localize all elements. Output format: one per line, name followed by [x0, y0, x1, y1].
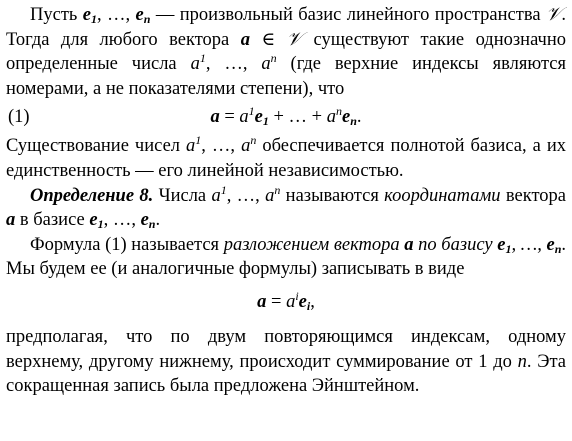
text: (где верхние индексы являются номерами, а не показателями степени), что [6, 54, 566, 99]
text: , …, [96, 5, 136, 25]
coordinate: $a^1$ [211, 182, 227, 206]
text: Существование чисел [6, 136, 187, 157]
coordinate: $a^1$ [190, 51, 206, 75]
space-symbol: 𝒱 [545, 5, 562, 25]
basis-vector: $e_1$ [82, 5, 97, 26]
text: в базисе [15, 210, 90, 231]
defined-term: разложением вектора a по базису $e_1$, …, $e_n$ [223, 234, 562, 256]
coordinate: $a^n$ [265, 182, 281, 206]
text: . Эта сокращенная запись была предложена Эйнштейном. [6, 351, 566, 397]
basis-vector: $e_n$ [140, 210, 156, 232]
paragraph-existence: Существование чисел $a^1$, …, $a^n$ обеспечивается полнотой базиса, а их единственность — его линейной независимостью. [6, 133, 566, 181]
text: обеспечивается полнотой базиса, а их единственность — его линейной независимостью. [6, 136, 566, 181]
equation-number: (1) [8, 107, 30, 128]
basis-vector: $e_1$ [89, 210, 104, 232]
text: предполагая, что по двум повторяющимся индексам, одному верхнему, другому нижнему, происходит суммирование от 1 до [6, 326, 566, 372]
equation-2 [6, 290, 566, 315]
text: . Тогда для любого вектора [6, 5, 566, 50]
text: Пусть [30, 5, 78, 25]
text: существуют такие однозначно определенные числа [6, 29, 566, 75]
text: — произвольный базис линейного пространства [150, 5, 546, 25]
in-symbol: ∈ [250, 29, 287, 50]
equation-body: $a = a^1e_1$ + … + $a^ne_n$. [210, 104, 362, 129]
definition-heading: Определение 8. [30, 185, 154, 206]
defined-term: координатами [384, 185, 501, 206]
vector-a: a [240, 29, 250, 50]
text: , …, [205, 54, 262, 75]
variable-n: n [517, 351, 527, 372]
paragraph-summation [6, 325, 566, 399]
equation-body: $a = a^ie_i$, [257, 288, 315, 313]
text: Числа [153, 185, 212, 206]
equation-1 [6, 105, 566, 130]
text: называются [280, 185, 385, 206]
paragraph-definition-8: Определение 8. Числа $a^1$, …, $a^n$ называются координатами вектора a в базисе $e_1$, …, $e_n$. [6, 182, 566, 232]
coordinate: $a^n$ [261, 51, 277, 75]
paragraph-formula [6, 233, 566, 282]
text: Формула (1) называется [30, 234, 224, 255]
text: . Мы будем ее (и аналогичные формулы) записывать в виде [6, 234, 566, 280]
space-symbol: 𝒱 [286, 29, 303, 50]
coordinate: $a^1$ [186, 133, 202, 157]
coordinate: $a^n$ [241, 133, 257, 157]
basis-vector: $e_n$ [135, 5, 151, 26]
text: вектора [500, 185, 566, 206]
paragraph-basis-definition [6, 3, 566, 101]
vector-a: a [6, 210, 16, 231]
